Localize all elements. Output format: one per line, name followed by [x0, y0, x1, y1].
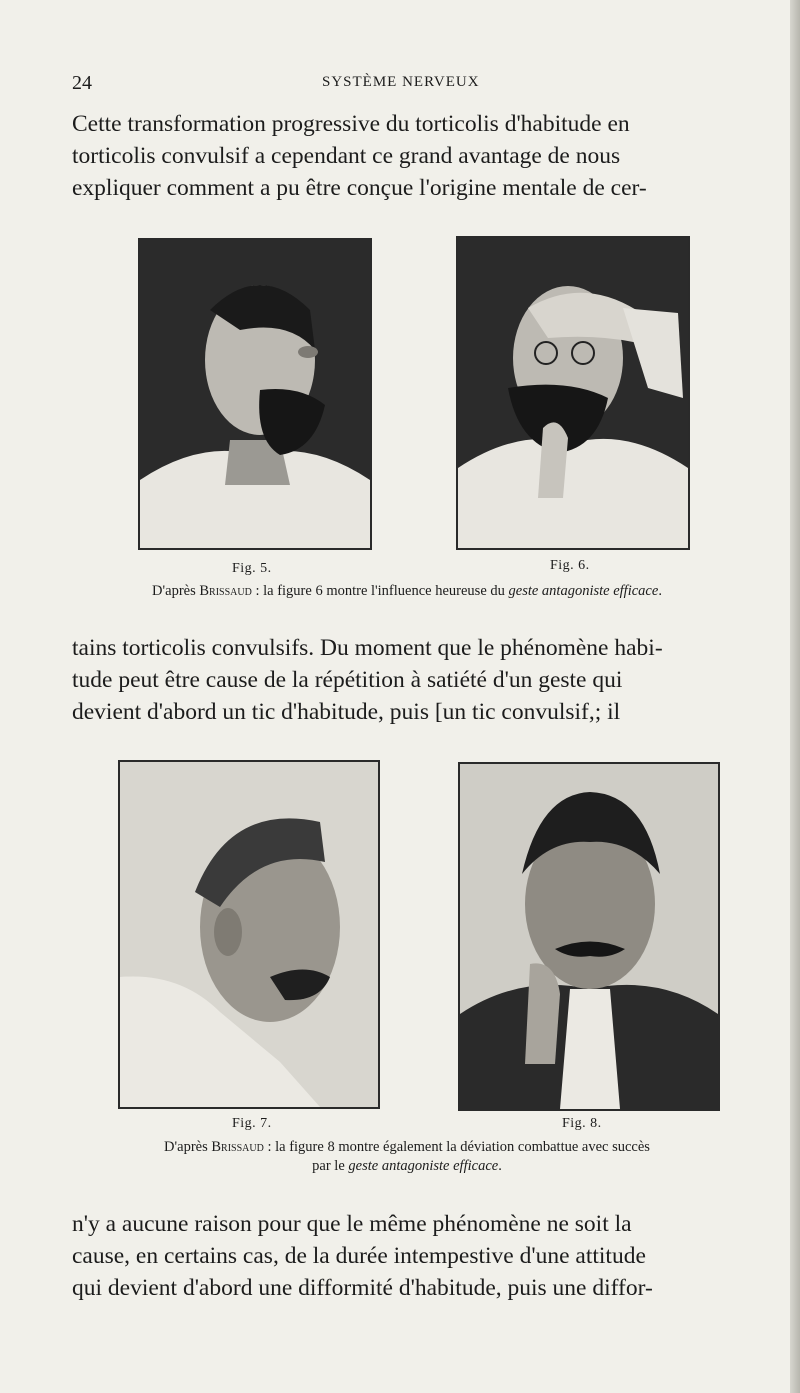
- figure-5-photo: [138, 238, 372, 550]
- caption-text: .: [498, 1158, 502, 1174]
- running-title: SYSTÈME NERVEUX: [322, 74, 480, 90]
- text-line: tains torticolis convulsifs. Du moment que le phénomène habi-: [72, 635, 663, 661]
- text-line: qui devient d'abord une difformité d'habitude, puis une diffor-: [72, 1275, 653, 1301]
- caption-line-2: [72, 1157, 742, 1176]
- text-line: devient d'abord un tic d'habitude, puis [un tic convulsif,; il: [72, 699, 621, 725]
- figure-6-label: Fig. 6.: [550, 558, 590, 573]
- caption-italic: geste antagoniste efficace: [348, 1158, 499, 1174]
- caption-text: : la figure 8 montre également la déviation combattue avec succès: [263, 1139, 650, 1155]
- figure-8-photo: [458, 762, 720, 1111]
- caption-text: D'après: [164, 1139, 212, 1155]
- text-line: Cette transformation progressive du torticolis d'habitude en: [72, 111, 630, 137]
- text-line: n'y a aucune raison pour que le même phénomène ne soit la: [72, 1211, 632, 1237]
- caption-text: : la figure 6 montre l'influence heureuse du: [251, 583, 509, 599]
- page-edge-shadow: [790, 0, 800, 1393]
- caption-italic: geste antagoniste efficace: [508, 583, 659, 599]
- figure-6-photo: [456, 236, 690, 550]
- caption-line-1: [72, 1138, 742, 1157]
- figure-5-6-caption: [72, 582, 742, 601]
- paragraph-2: [72, 632, 742, 728]
- caption-author: Brissaud: [211, 1139, 264, 1155]
- text-line: expliquer comment a pu être conçue l'origine mentale de cer-: [72, 175, 647, 201]
- caption-author: Brissaud: [199, 583, 252, 599]
- caption-text: par le: [312, 1158, 349, 1174]
- paragraph-1: [72, 108, 742, 204]
- page-number: 24: [72, 72, 92, 94]
- text-line: torticolis convulsif a cependant ce grand avantage de nous: [72, 143, 621, 169]
- text-line: cause, en certains cas, de la durée intempestive d'une attitude: [72, 1243, 646, 1269]
- page-header: [72, 72, 740, 96]
- figure-8-label: Fig. 8.: [562, 1116, 602, 1131]
- figure-5-label: Fig. 5.: [232, 561, 272, 576]
- figure-7-8-caption: [72, 1138, 742, 1176]
- figure-7-label: Fig. 7.: [232, 1116, 272, 1131]
- caption-text: D'après: [152, 583, 200, 599]
- text-line: tude peut être cause de la répétition à satiété d'un geste qui: [72, 667, 623, 693]
- caption-text: .: [658, 583, 662, 599]
- paragraph-3: [72, 1208, 742, 1304]
- figure-7-photo: [118, 760, 380, 1109]
